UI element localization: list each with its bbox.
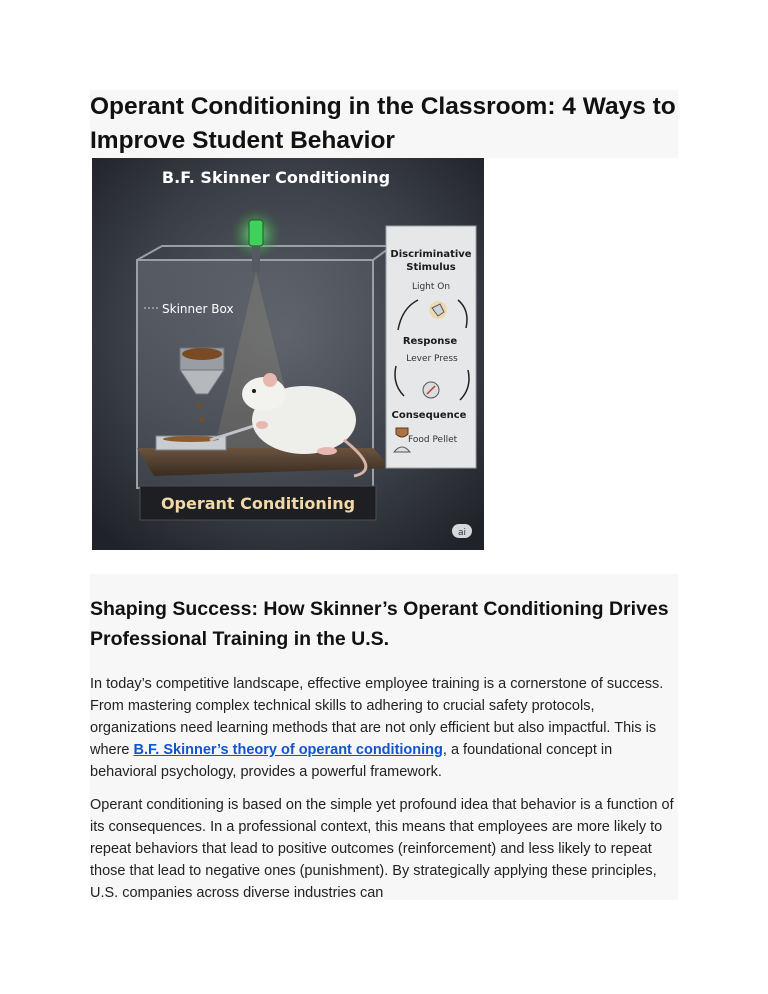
consequence-label: Consequence — [391, 410, 467, 421]
intro-text-before: In today’s competitive landscape, effective employee training is a cornerstone of success. From mastering complex technical skills to adhering to crucial safety protocols, organizations need learning methods that are not only efficient but also impactful. This is where — [90, 676, 664, 758]
article-section — [90, 574, 678, 900]
section-heading: Shaping Success: How Skinner’s Operant Conditioning Drives Professional Training in the U.S. — [90, 598, 669, 650]
intro-text-after: , a foundational concept in behavioral psychology, provides a powerful framework. — [90, 742, 613, 780]
response-detail: Lever Press — [406, 354, 458, 364]
body-paragraph: Operant conditioning is based on the simple yet profound idea that behavior is a function of its consequences. In a professional context, this means that employees are more likely to repeat behaviors that lead to positive outcomes (reinforcement) and less likely to repeat those that lead to negative ones (punishment). By strategically applying these principles, U.S. companies across diverse industries can — [90, 797, 674, 901]
base-label: Operant Conditioning — [160, 494, 356, 513]
article-title-block — [90, 90, 678, 158]
pellet-icon — [396, 428, 408, 437]
hand-press-icon — [429, 301, 447, 319]
gauge-icon — [423, 382, 439, 398]
article-title: Operant Conditioning in the Classroom: 4 Ways to Improve Student Behavior — [90, 93, 676, 154]
operant-conditioning-link[interactable]: B.F. Skinner’s theory of operant conditioning — [133, 742, 443, 758]
response-label: Response — [402, 336, 458, 347]
banner-title: B.F. Skinner Conditioning — [161, 168, 391, 187]
skinner-box-illustration — [92, 158, 484, 550]
ai-badge-label: ai — [457, 528, 467, 538]
stimulus-line-1: Discriminative — [390, 249, 472, 260]
stimulus-line-2: Stimulus — [406, 262, 456, 273]
intro-paragraph — [90, 673, 678, 783]
consequence-detail: Food Pellet — [408, 435, 458, 445]
skinner-box-label: Skinner Box — [162, 302, 234, 316]
stimulus-detail: Light On — [411, 282, 451, 292]
